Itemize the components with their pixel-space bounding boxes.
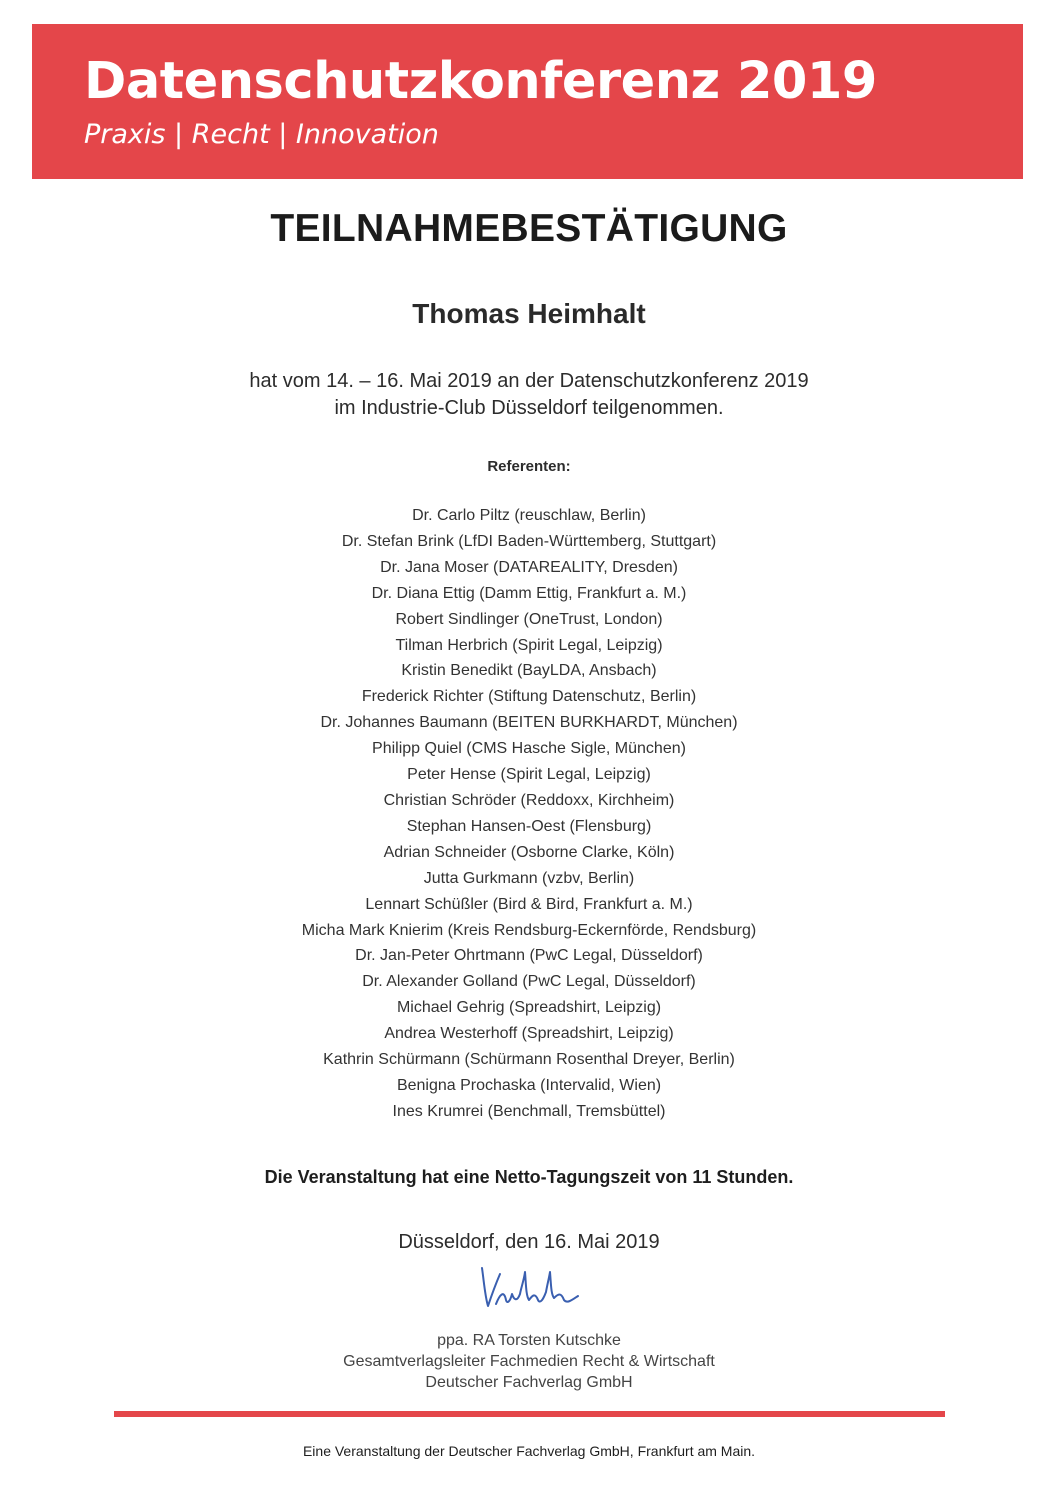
handwritten-signature — [474, 1260, 594, 1320]
conference-title: Datenschutzkonferenz 2019 — [84, 52, 877, 111]
speaker-item: Dr. Diana Ettig (Damm Ettig, Frankfurt a. M.) — [371, 584, 687, 602]
signature-stroke — [482, 1268, 578, 1306]
attendance-statement — [0, 368, 1058, 422]
speaker-item: Dr. Alexander Golland (PwC Legal, Düsseldorf) — [362, 973, 696, 991]
speaker-item: Christian Schröder (Reddoxx, Kirchheim) — [383, 791, 675, 809]
speaker-item: Tilman Herbrich (Spirit Legal, Leipzig) — [395, 636, 663, 654]
signatory-block — [0, 1330, 1058, 1393]
document-title: TEILNAHMEBESTÄTIGUNG — [270, 207, 788, 250]
speaker-item: Jutta Gurkmann (vzbv, Berlin) — [423, 869, 635, 887]
speaker-item: Dr. Stefan Brink (LfDI Baden-Württemberg, Stuttgart) — [341, 532, 717, 550]
speaker-item: Benigna Prochaska (Intervalid, Wien) — [396, 1076, 662, 1094]
signatory-company: Deutscher Fachverlag GmbH — [425, 1374, 633, 1391]
participant-name: Thomas Heimhalt — [412, 298, 646, 329]
speaker-item: Dr. Jan-Peter Ohrtmann (PwC Legal, Düsseldorf) — [355, 947, 703, 965]
signatory-role: Gesamtverlagsleiter Fachmedien Recht & Wirtschaft — [343, 1353, 715, 1370]
duration-note: Die Veranstaltung hat eine Netto-Tagungszeit von 11 Stunden. — [264, 1167, 794, 1187]
speaker-item: Dr. Johannes Baumann (BEITEN BURKHARDT, München) — [320, 714, 738, 732]
speaker-item: Dr. Jana Moser (DATAREALITY, Dresden) — [380, 558, 678, 576]
speakers-heading: Referenten: — [487, 458, 571, 475]
speaker-item: Robert Sindlinger (OneTrust, London) — [395, 610, 663, 628]
speaker-item: Kristin Benedikt (BayLDA, Ansbach) — [401, 662, 657, 680]
speaker-item: Micha Mark Knierim (Kreis Rendsburg-Eckernförde, Rendsburg) — [301, 921, 757, 939]
speaker-item: Adrian Schneider (Osborne Clarke, Köln) — [383, 843, 675, 861]
speaker-item: Frederick Richter (Stiftung Datenschutz, Berlin) — [361, 688, 697, 706]
conference-banner — [32, 24, 1023, 179]
footer-organizer-note: Eine Veranstaltung der Deutscher Fachverlag GmbH, Frankfurt am Main. — [302, 1443, 756, 1459]
speaker-item: Peter Hense (Spirit Legal, Leipzig) — [407, 766, 651, 784]
signatory-name: ppa. RA Torsten Kutschke — [437, 1332, 621, 1349]
speaker-item: Dr. Carlo Piltz (reuschlaw, Berlin) — [412, 507, 646, 524]
speaker-item: Lennart Schüßler (Bird & Bird, Frankfurt a. M.) — [365, 895, 693, 913]
speaker-item: Philipp Quiel (CMS Hasche Sigle, München) — [372, 740, 686, 758]
statement-line: hat vom 14. – 16. Mai 2019 an der Datenschutzkonferenz 2019 — [249, 370, 809, 392]
conference-tagline: Praxis | Recht | Innovation — [84, 119, 439, 150]
speaker-item: Ines Krumrei (Benchmall, Tremsbüttel) — [392, 1102, 666, 1120]
statement-line: im Industrie-Club Düsseldorf teilgenommen. — [334, 397, 724, 419]
speaker-item: Michael Gehrig (Spreadshirt, Leipzig) — [396, 999, 662, 1017]
footer-divider — [114, 1411, 945, 1417]
speaker-item: Andrea Westerhoff (Spreadshirt, Leipzig) — [384, 1025, 674, 1043]
speaker-item: Stephan Hansen-Oest (Flensburg) — [406, 817, 652, 835]
place-and-date: Düsseldorf, den 16. Mai 2019 — [398, 1231, 660, 1253]
speaker-item: Kathrin Schürmann (Schürmann Rosenthal Dreyer, Berlin) — [323, 1051, 735, 1069]
speakers-list — [0, 503, 1058, 1125]
